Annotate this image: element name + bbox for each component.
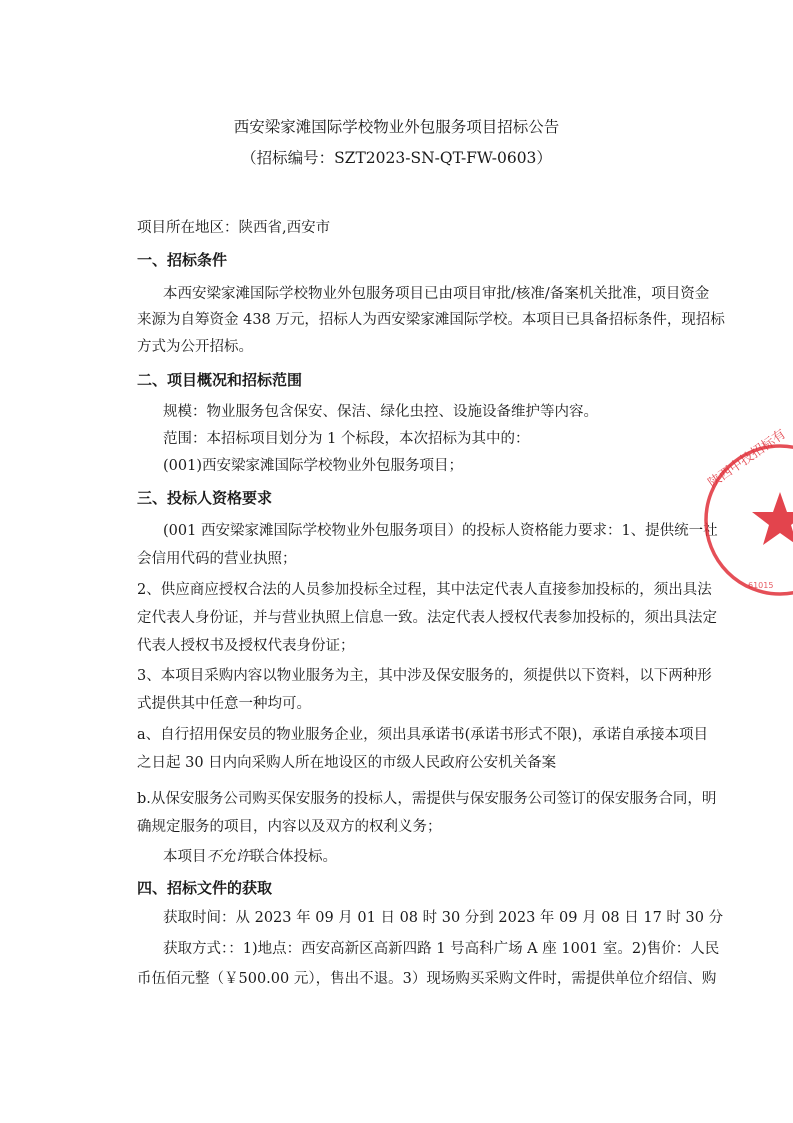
paragraph-line: a、自行招用保安员的物业服务企业，须出具承诺书(承诺书形式不限)，承诺自承接本项目 [137, 727, 708, 743]
official-seal-stamp [690, 426, 793, 600]
paragraph-line: 定代表人身份证，并与营业执照上信息一致。法定代表人授权代表参加投标的，须出具法定 [137, 610, 717, 626]
paragraph-line: 本西安梁家滩国际学校物业外包服务项目已由项目审批/核准/备案机关批准，项目资金 [163, 286, 710, 302]
section-heading-3: 三、投标人资格要求 [137, 489, 273, 507]
paragraph-line: 3、本项目采购内容以物业服务为主，其中涉及保安服务的，须提供以下资料，以下两种形 [137, 668, 712, 684]
document-title: 西安梁家滩国际学校物业外包服务项目招标公告 [233, 118, 560, 136]
section-heading-4: 四、招标文件的获取 [137, 879, 273, 897]
text-span: 联合体投标。 [250, 849, 337, 865]
paragraph-line: 确规定服务的项目，内容以及双方的权利义务； [137, 819, 442, 835]
paragraph-line: 式提供其中任意一种均可。 [137, 696, 311, 712]
paragraph-line: 代表人授权书及授权代表身份证； [137, 638, 355, 654]
seal-number: 61015 [748, 581, 774, 590]
project-location: 项目所在地区：陕西省,西安市 [137, 220, 331, 236]
seal-star-icon [752, 492, 793, 545]
tender-number: （招标编号：SZT2023-SN-QT-FW-0603） [241, 149, 552, 167]
paragraph-line: (001 西安梁家滩国际学校物业外包服务项目）的投标人资格能力要求：1、提供统一社 [163, 523, 718, 539]
paragraph-line: 币伍佰元整（￥500.00 元），售出不退。3）现场购买采购文件时，需提供单位介绍信、购 [137, 971, 717, 987]
paragraph-line: 之日起 30 日内向采购人所在地设区的市级人民政府公安机关备案 [137, 755, 557, 771]
paragraph-line: 2、供应商应授权合法的人员参加投标全过程，其中法定代表人直接参加投标的，须出具法 [137, 582, 712, 598]
italic-text-span: 不允许 [206, 849, 250, 865]
paragraph-line: 范围：本招标项目划分为 1 个标段，本次招标为其中的： [163, 431, 530, 447]
paragraph-line: 规模：物业服务包含保安、保洁、绿化虫控、设施设备维护等内容。 [163, 404, 598, 420]
paragraph-line: 获取方式：：1)地点：西安高新区高新四路 1 号高科广场 A 座 1001 室。2)售价：人民 [163, 941, 720, 957]
section-heading-1: 一、招标条件 [137, 251, 228, 269]
paragraph-line: b.从保安服务公司购买保安服务的投标人，需提供与保安服务公司签订的保安服务合同，明 [137, 791, 717, 807]
seal-text: 陕西中技招标有 [705, 426, 789, 492]
paragraph-line: 来源为自筹资金 438 万元，招标人为西安梁家滩国际学校。本项目已具备招标条件，现招标 [137, 312, 725, 328]
paragraph-line [163, 847, 337, 867]
text-span: 本项目 [163, 849, 207, 865]
paragraph-line: 获取时间：从 2023 年 09 月 01 日 08 时 30 分到 2023 年 09 月 08 日 17 时 30 分 [163, 910, 724, 926]
paragraph-line: 方式为公开招标。 [137, 339, 253, 355]
paragraph-line: 会信用代码的营业执照； [137, 551, 297, 567]
section-heading-2: 二、项目概况和招标范围 [137, 371, 303, 389]
paragraph-line: (001)西安梁家滩国际学校物业外包服务项目； [163, 458, 463, 474]
